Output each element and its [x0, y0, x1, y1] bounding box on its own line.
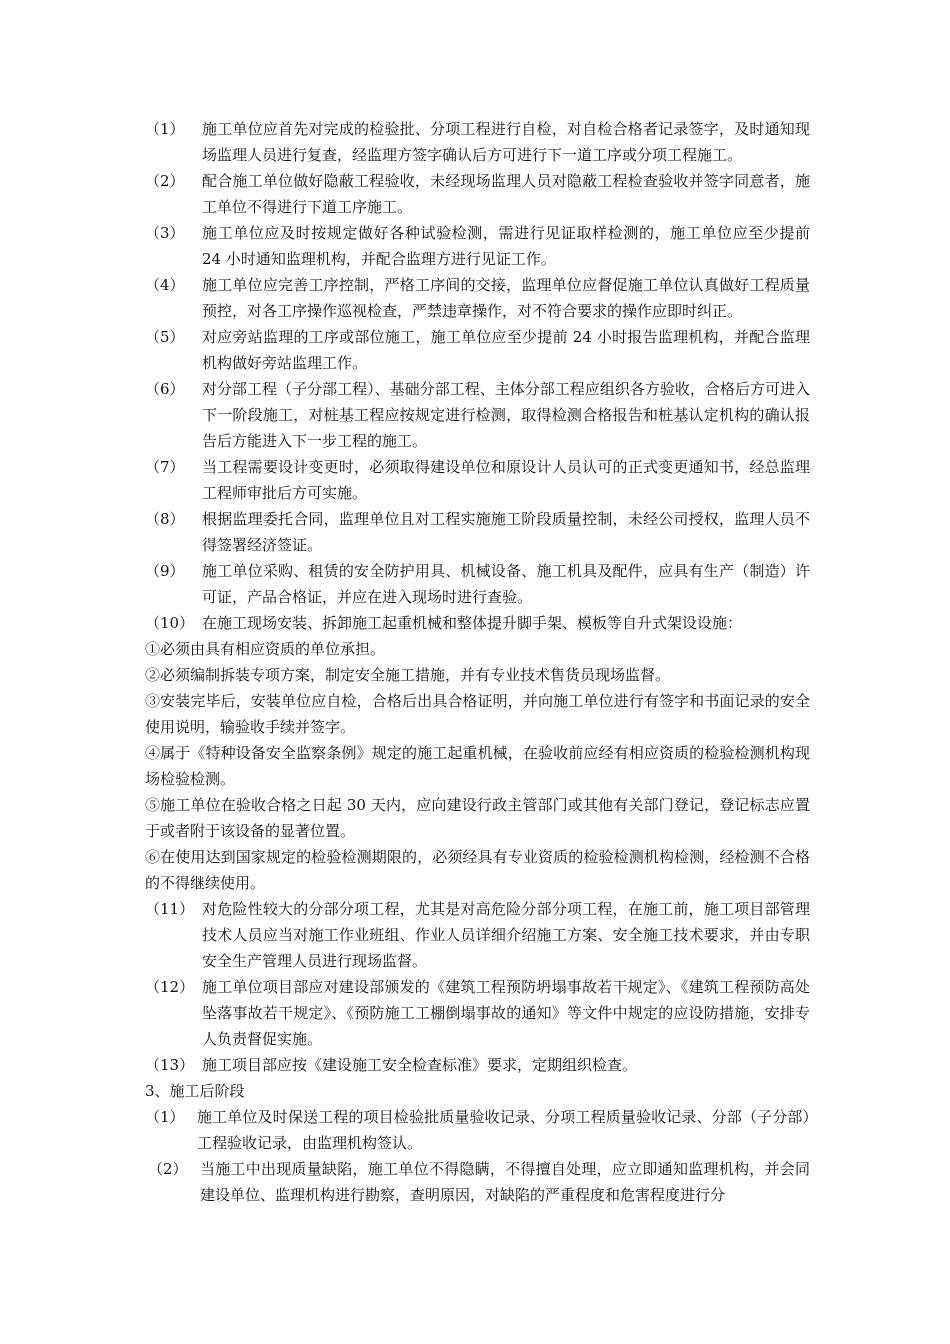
item-text: 施工单位项目部应对建设部颁发的《建筑工程预防坍塌事故若干规定》、《建筑工程预防高处坠落事故若干规定》、《预防施工工棚倒塌事故的通知》等文件中规定的应设防措施，安排专人负责督促实施。	[202, 978, 810, 1048]
list-item	[145, 558, 810, 610]
item-number: （11）	[145, 900, 195, 918]
list-item	[145, 454, 810, 506]
item-number: （3）	[145, 224, 185, 242]
list-item	[145, 1104, 810, 1156]
section-heading: 3、施工后阶段	[145, 1082, 245, 1100]
item-text: 施工单位及时保送工程的项目检验批质量验收记录、分项工程质量验收记录、分部（子分部）工程验收记录，由监理机构签认。	[197, 1108, 810, 1152]
item-text: 施工单位应及时按规定做好各种试验检测，需进行见证取样检测的，施工单位应至少提前 24 小时通知监理机构，并配合监理方进行见证工作。	[202, 224, 810, 268]
item-text: 对分部工程（子分部工程）、基础分部工程、主体分部工程应组织各方验收，合格后方可进入下一阶段施工，对桩基工程应按规定进行检测，取得检测合格报告和桩基认定机构的确认报告后方能进入下一步工程的施工。	[202, 380, 810, 450]
list-item	[145, 376, 810, 454]
list-item	[145, 506, 810, 558]
item-text: 施工项目部应按《建设施工安全检查标准》要求，定期组织检查。	[202, 1056, 638, 1074]
item-text: 根据监理委托合同，监理单位且对工程实施施工阶段质量控制，未经公司授权，监理人员不得签署经济签证。	[202, 510, 810, 554]
list-item	[145, 1052, 810, 1078]
item-number: （1）	[145, 1108, 185, 1126]
list-item	[145, 220, 810, 272]
list-item	[145, 974, 810, 1052]
item-text: 施工单位采购、租赁的安全防护用具、机械设备、施工机具及配件，应具有生产（制造）许可证，产品合格证，并应在进入现场时进行查验。	[202, 562, 810, 606]
item-number: （1）	[145, 120, 185, 138]
item-text: 对应旁站监理的工序或部位施工，施工单位应至少提前 24 小时报告监理机构，并配合监理机构做好旁站监理工作。	[202, 328, 810, 372]
item-number: （6）	[145, 380, 185, 398]
item-number: （4）	[145, 276, 185, 294]
list-item	[145, 272, 810, 324]
list-item	[148, 1156, 810, 1208]
list-item	[145, 116, 810, 168]
item-number: （10）	[145, 614, 195, 632]
list-item	[145, 610, 810, 636]
item-text: 施工单位应首先对完成的检验批、分项工程进行自检，对自检合格者记录签字，及时通知现场监理人员进行复查，经监理方签字确认后方可进行下一道工序或分项工程施工。	[202, 120, 810, 164]
sub-item: ⑤施工单位在验收合格之日起 30 天内，应向建设行政主管部门或其他有关部门登记，登记标志应置于或者附于该设备的显著位置。	[145, 796, 810, 840]
item-number: （13）	[145, 1056, 195, 1074]
item-text: 配合施工单位做好隐蔽工程验收，未经现场监理人员对隐蔽工程检查验收并签字同意者，施工单位不得进行下道工序施工。	[202, 172, 810, 216]
sub-item: ②必须编制拆装专项方案，制定安全施工措施，并有专业技术售货员现场监督。	[145, 666, 671, 684]
item-number: （2）	[145, 172, 185, 190]
sub-item: ④属于《特种设备安全监察条例》规定的施工起重机械，在验收前应经有相应资质的检验检测机构现场检验检测。	[145, 744, 810, 788]
sub-item: ③安装完毕后，安装单位应自检，合格后出具合格证明，并向施工单位进行有签字和书面记录的安全使用说明，输验收手续并签字。	[145, 692, 810, 736]
item-text: 在施工现场安装、拆卸施工起重机械和整体提升脚手架、模板等自升式架设设施：	[202, 614, 743, 632]
item-number: （8）	[145, 510, 185, 528]
item-text: 施工单位应完善工序控制，严格工序间的交接，监理单位应督促施工单位认真做好工程质量预控，对各工序操作巡视检查，严禁违章操作，对不符合要求的操作应即时纠正。	[202, 276, 810, 320]
list-item	[145, 168, 810, 220]
item-text: 当施工中出现质量缺陷，施工单位不得隐瞒，不得擅自处理，应立即通知监理机构，并会同建设单位、监理机构进行勘察，查明原因，对缺陷的严重程度和危害程度进行分	[200, 1160, 810, 1204]
item-text: 对危险性较大的分部分项工程，尤其是对高危险分部分项工程，在施工前，施工项目部管理技术人员应当对施工作业班组、作业人员详细介绍施工方案、安全施工技术要求，并由专职安全生产管理人员进行现场监督。	[202, 900, 810, 970]
sub-item: ⑥在使用达到国家规定的检验检测期限的，必须经具有专业资质的检验检测机构检测，经检测不合格的不得继续使用。	[145, 848, 810, 892]
item-number: （12）	[145, 978, 195, 996]
item-number: （9）	[145, 562, 185, 580]
document-body	[145, 116, 810, 1208]
item-text: 当工程需要设计变更时，必须取得建设单位和原设计人员认可的正式变更通知书，经总监理工程师审批后方可实施。	[202, 458, 810, 502]
item-number: （7）	[145, 458, 185, 476]
list-item	[145, 324, 810, 376]
list-item	[145, 896, 810, 974]
sub-item: ①必须由具有相应资质的单位承担。	[145, 640, 386, 658]
item-number: （2）	[148, 1160, 188, 1178]
item-number: （5）	[145, 328, 185, 346]
